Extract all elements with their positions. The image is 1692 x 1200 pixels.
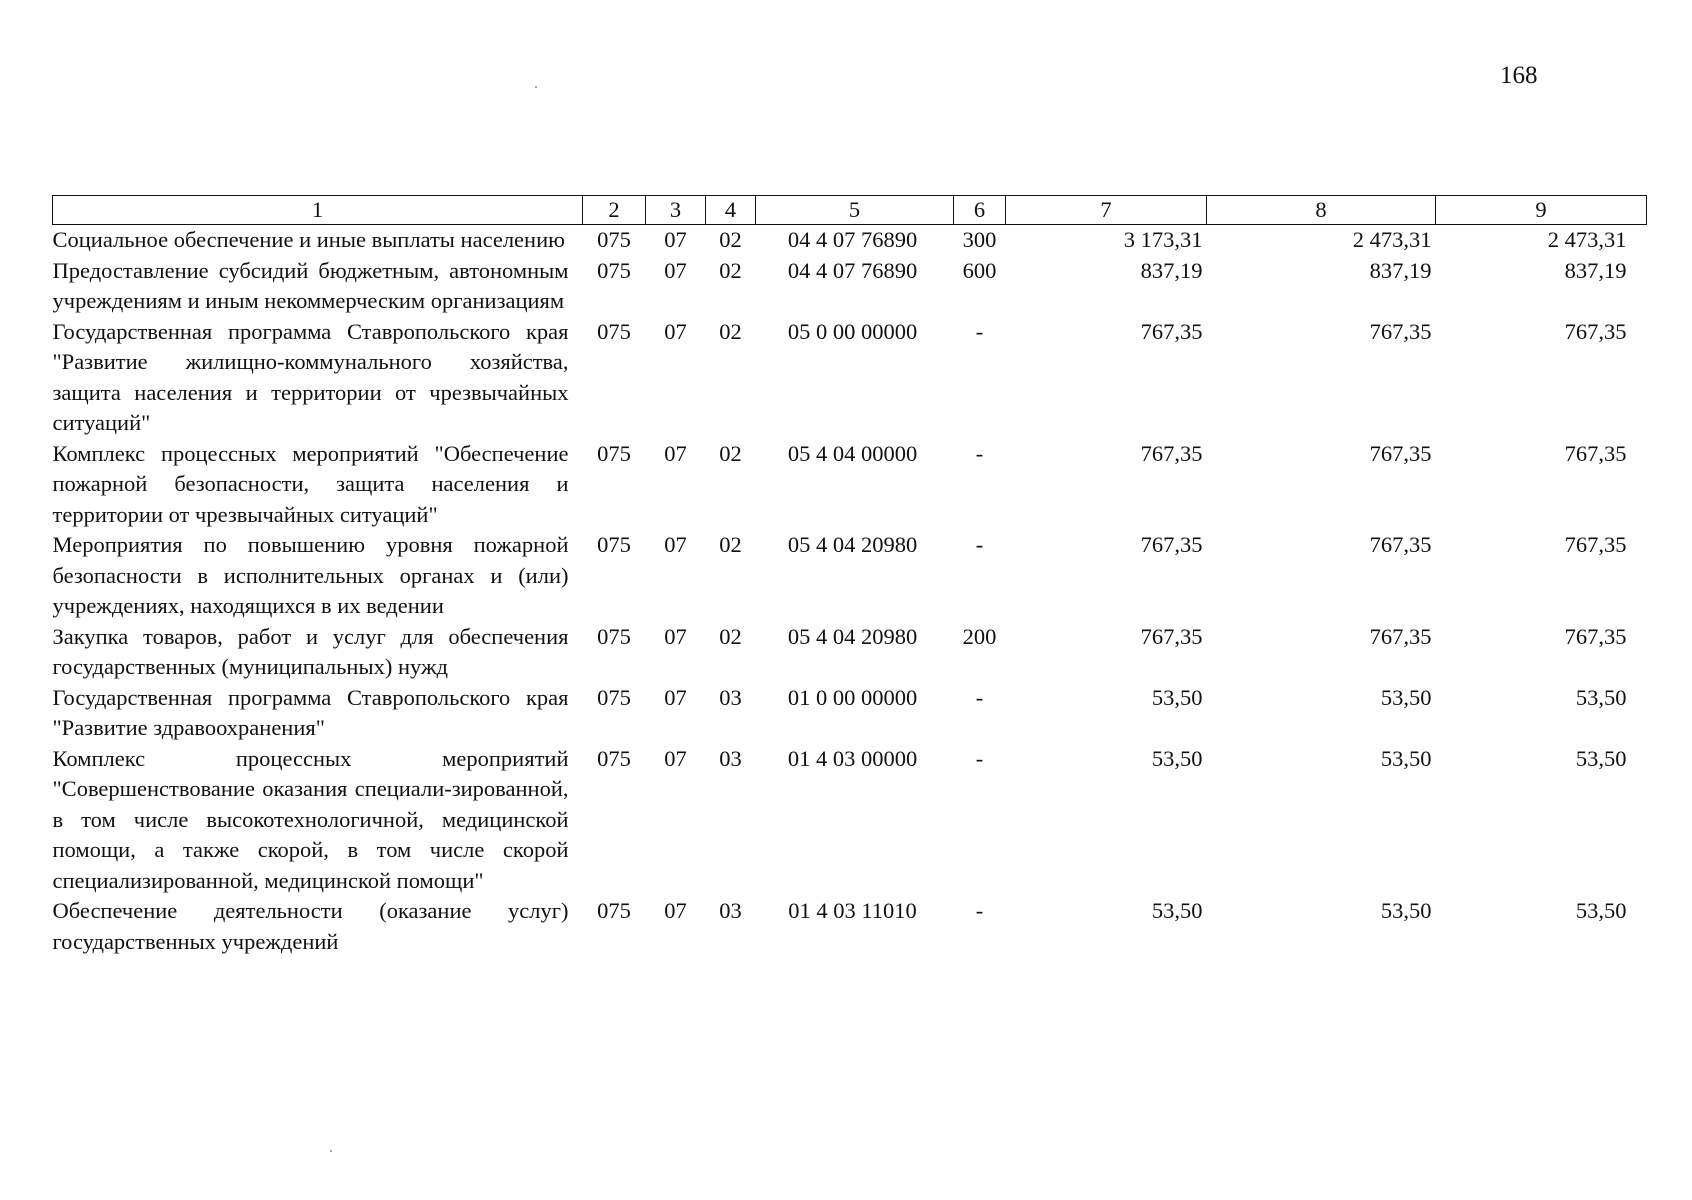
row-amount-8: 53,50	[1380, 684, 1432, 710]
row-amount-7: 53,50	[1151, 745, 1203, 771]
row-name: Мероприятия по повышению уровня пожарной безопасности в исполнительных органах и (или) учреждениях, находящихся в их ведении	[52, 532, 569, 618]
header-col-2: 2	[583, 196, 646, 225]
row-code-expense-type: 200	[962, 623, 997, 649]
header-col-4: 4	[706, 196, 756, 225]
row-amount-8: 837,19	[1369, 257, 1432, 283]
row-name: Социальное обеспечение и иные выплаты населению	[52, 227, 565, 252]
row-code-subsection: 02	[719, 227, 742, 252]
row-amount-9: 53,50	[1575, 898, 1627, 923]
table-row	[53, 622, 1647, 683]
row-amount-9: 767,35	[1564, 532, 1627, 557]
row-name: Комплекс процессных мероприятий "Совершенствование оказания специали-зированной, в том числе высокотехнологичной, медицинской помощи, а также скорой, в том числе скорой специализированной, медицинской помощи"	[52, 745, 569, 893]
row-code-section: 07	[664, 227, 687, 252]
row-amount-7: 53,50	[1151, 898, 1203, 923]
row-code-expense-type: -	[975, 532, 984, 557]
row-code-admin: 075	[597, 257, 631, 283]
row-amount-9: 53,50	[1575, 684, 1627, 710]
row-name: Обеспечение деятельности (оказание услуг) государственных учреждений	[52, 898, 569, 954]
row-amount-7: 53,50	[1151, 684, 1203, 710]
page-number: 168	[1500, 62, 1538, 89]
row-amount-9: 767,35	[1564, 318, 1627, 344]
row-code-section: 07	[664, 532, 687, 557]
row-code-admin: 075	[597, 440, 631, 466]
row-code-admin: 075	[597, 318, 631, 344]
row-code-expense-type: -	[975, 440, 984, 466]
row-name: Государственная программа Ставропольского края "Развитие жилищно-коммунального хозяйства, защита населения и территории от чрезвычайных ситуаций"	[52, 318, 569, 435]
table-row	[53, 439, 1647, 531]
row-name: Закупка товаров, работ и услуг для обеспечения государственных (муниципальных) нужд	[52, 623, 569, 679]
row-name: Комплекс процессных мероприятий "Обеспечение пожарной безопасности, защита населения и территории от чрезвычайных ситуаций"	[52, 440, 569, 527]
row-amount-8: 53,50	[1380, 898, 1432, 923]
row-code-target: 01 4 03 11010	[788, 898, 917, 923]
table-row	[53, 683, 1647, 744]
row-code-target: 05 4 04 20980	[787, 623, 918, 649]
row-code-section: 07	[664, 684, 687, 710]
row-code-target: 01 0 00 00000	[787, 684, 918, 710]
row-code-section: 07	[664, 318, 687, 344]
row-amount-9: 837,19	[1564, 257, 1627, 283]
row-code-target: 04 4 07 76890	[787, 227, 918, 252]
row-code-admin: 075	[597, 227, 631, 252]
row-amount-7: 767,35	[1140, 440, 1203, 466]
row-code-section: 07	[664, 745, 687, 771]
row-code-target: 04 4 07 76890	[787, 257, 918, 283]
row-amount-9: 767,35	[1564, 623, 1627, 649]
header-col-6: 6	[954, 196, 1006, 225]
row-code-subsection: 02	[719, 257, 742, 283]
table-row	[53, 317, 1647, 439]
row-name: Предоставление субсидий бюджетным, автономным учреждениям и иным некоммерческим организациям	[52, 257, 569, 313]
row-code-admin: 075	[597, 684, 631, 710]
row-amount-9: 2 473,31	[1547, 227, 1627, 252]
budget-table	[52, 195, 1647, 957]
row-code-expense-type: -	[975, 745, 984, 771]
header-col-8: 8	[1207, 196, 1436, 225]
table-row	[53, 530, 1647, 622]
row-code-admin: 075	[597, 745, 631, 771]
header-col-1: 1	[53, 196, 583, 225]
row-amount-8: 53,50	[1380, 745, 1432, 771]
row-code-section: 07	[664, 623, 687, 649]
row-code-expense-type: 300	[962, 227, 997, 252]
table-body	[53, 225, 1647, 958]
row-code-admin: 075	[597, 532, 631, 557]
row-code-subsection: 02	[719, 623, 742, 649]
row-code-subsection: 03	[719, 745, 742, 771]
row-code-section: 07	[664, 257, 687, 283]
row-code-target: 01 4 03 00000	[787, 745, 918, 771]
row-code-expense-type: -	[975, 318, 984, 344]
row-code-target: 05 4 04 00000	[787, 440, 918, 466]
row-name: Государственная программа Ставропольского края "Развитие здравоохранения"	[52, 684, 569, 740]
row-code-subsection: 02	[719, 440, 742, 466]
row-code-subsection: 02	[719, 532, 742, 557]
row-code-expense-type: 600	[962, 257, 997, 283]
row-amount-8: 767,35	[1369, 318, 1432, 344]
row-amount-8: 767,35	[1369, 623, 1432, 649]
header-col-5: 5	[756, 196, 954, 225]
row-code-expense-type: -	[975, 898, 984, 923]
row-amount-8: 2 473,31	[1352, 227, 1432, 252]
row-amount-7: 3 173,31	[1123, 227, 1203, 252]
row-code-section: 07	[664, 898, 687, 923]
row-code-section: 07	[664, 440, 687, 466]
table-header-row	[53, 196, 1647, 225]
header-col-3: 3	[646, 196, 706, 225]
row-amount-7: 767,35	[1140, 623, 1203, 649]
row-code-target: 05 0 00 00000	[787, 318, 918, 344]
row-amount-8: 767,35	[1369, 440, 1432, 466]
scan-speck	[330, 1150, 332, 1152]
row-amount-7: 767,35	[1140, 318, 1203, 344]
row-amount-8: 767,35	[1369, 532, 1432, 557]
header-col-7: 7	[1006, 196, 1207, 225]
row-code-subsection: 03	[719, 684, 742, 710]
table-row	[53, 744, 1647, 897]
scan-speck	[535, 86, 537, 88]
table-row	[53, 896, 1647, 957]
row-code-subsection: 02	[719, 318, 742, 344]
row-code-subsection: 03	[719, 898, 742, 923]
table-row	[53, 256, 1647, 317]
row-amount-7: 837,19	[1140, 257, 1203, 283]
row-amount-7: 767,35	[1140, 532, 1203, 557]
row-code-target: 05 4 04 20980	[787, 532, 918, 557]
row-code-admin: 075	[597, 898, 631, 923]
row-amount-9: 767,35	[1564, 440, 1627, 466]
row-code-admin: 075	[597, 623, 631, 649]
header-col-9: 9	[1436, 196, 1647, 225]
table-row	[53, 225, 1647, 256]
row-amount-9: 53,50	[1575, 745, 1627, 771]
row-code-expense-type: -	[975, 684, 984, 710]
